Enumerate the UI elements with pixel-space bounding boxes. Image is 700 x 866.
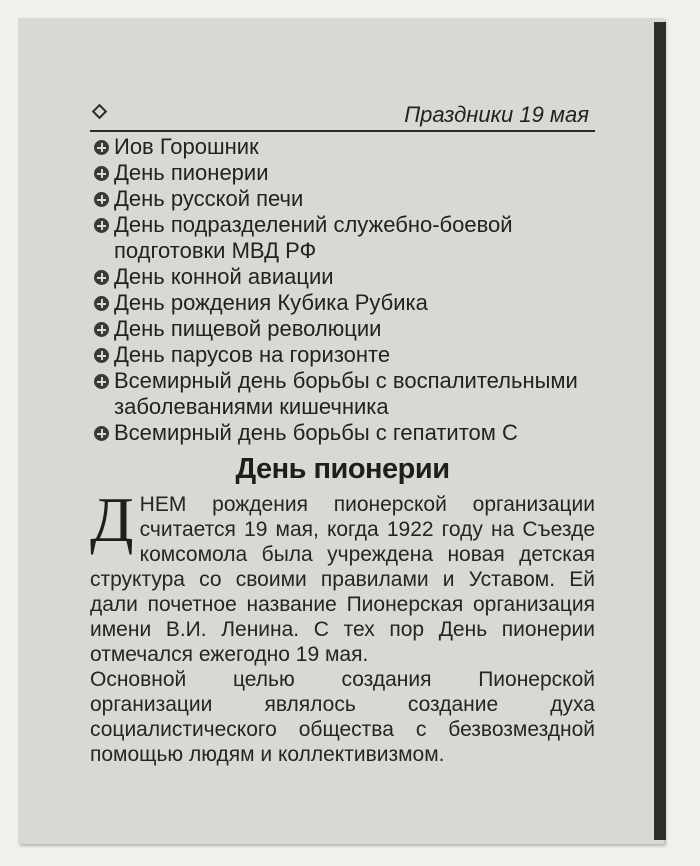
holiday-item [90,134,595,160]
holiday-item [90,420,595,446]
holiday-item [90,316,595,342]
holiday-list [90,134,595,446]
clipping-content [90,100,595,767]
holiday-item [90,160,595,186]
holiday-label: День русской печи [114,186,304,211]
article-paragraph-2: Основной целью создания Пионерской организации являлось создание духа социалистического общества с безвозмездной помощью людям и коллективизмом. [90,668,595,766]
flower-bullet-icon [94,218,109,233]
diamond-icon [92,104,108,120]
flower-bullet-icon [94,374,109,389]
article-title: День пионерии [235,453,450,485]
holiday-item [90,264,595,290]
flower-bullet-icon [94,322,109,337]
section-title: Праздники 19 мая [404,102,589,127]
holiday-label: Всемирный день борьбы с гепатитом С [114,420,518,445]
holiday-label: День рождения Кубика Рубика [114,290,428,315]
holiday-label: День пищевой революции [114,316,382,341]
article-paragraph-1 [90,484,595,667]
paragraph-1-text: НЕМ рождения пионерской организации считается 19 мая, когда 1922 году на Съезде комсомола была учреждена новая детская структура со своими правилами и Уставом. Ей дали почетное название Пионерская организация имени В.И. Ленина. С тех пор День пионерии отмечался ежегодно 19 мая. [90,493,595,666]
holiday-label: Всемирный день борьбы с воспалительными заболеваниями кишечника [114,368,578,419]
holiday-label: Иов Горошник [114,134,259,159]
holiday-label: День парусов на горизонте [114,342,391,367]
drop-cap: Д [90,484,134,555]
holiday-label: День пионерии [114,160,269,185]
holiday-item [90,342,595,368]
holiday-label: День подразделений служебно-боевой подготовки МВД РФ [114,212,513,263]
paper-edge-shadow [654,22,666,840]
flower-bullet-icon [94,140,109,155]
article-body [90,484,595,767]
holiday-item [90,368,595,420]
flower-bullet-icon [94,166,109,181]
flower-bullet-icon [94,426,109,441]
holiday-item [90,186,595,212]
section-header [90,100,595,132]
flower-bullet-icon [94,270,109,285]
flower-bullet-icon [94,296,109,311]
holiday-item [90,212,595,264]
flower-bullet-icon [94,348,109,363]
flower-bullet-icon [94,192,109,207]
holiday-label: День конной авиации [114,264,334,289]
holiday-item [90,290,595,316]
